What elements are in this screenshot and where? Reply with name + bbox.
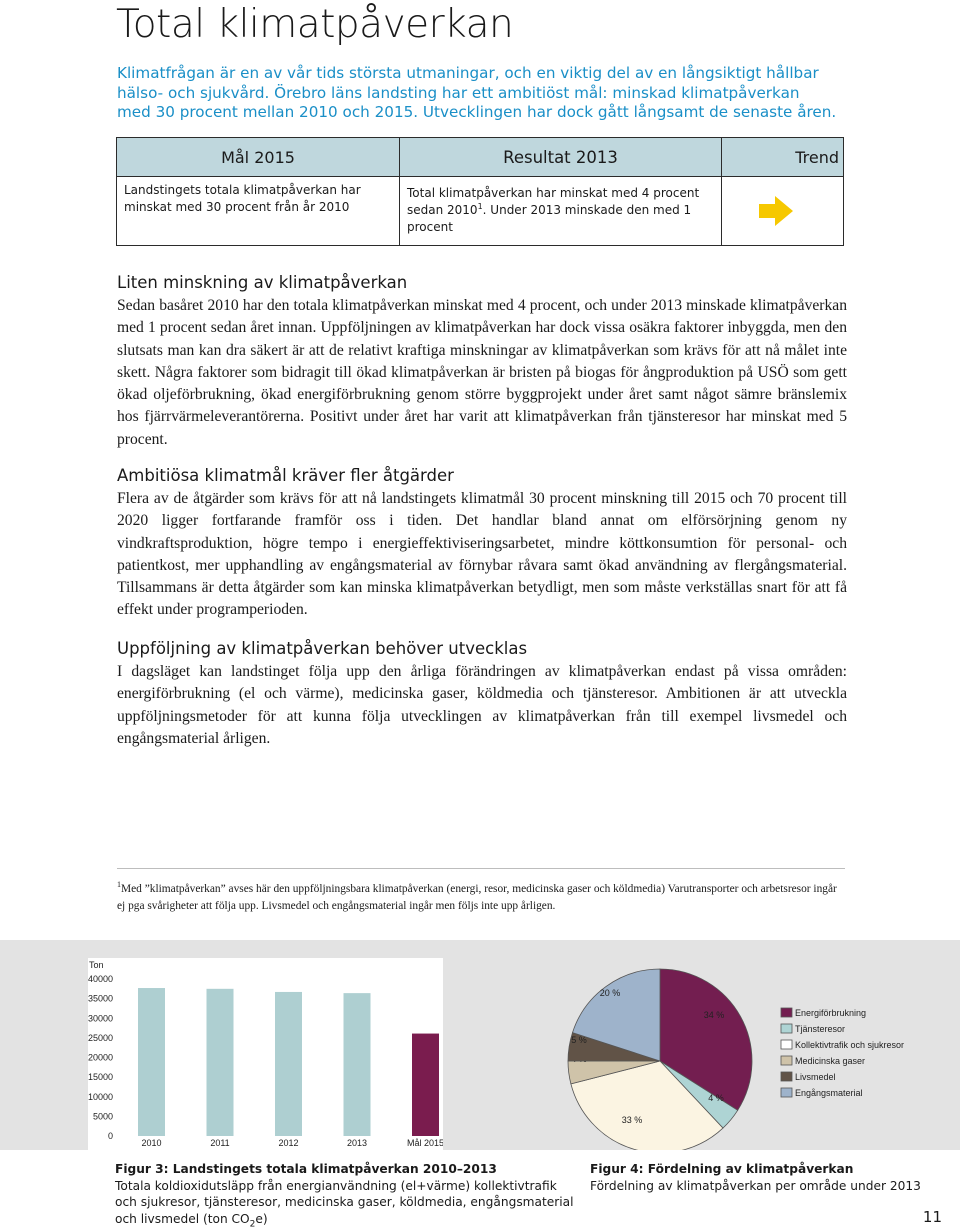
legend-label: Kollektivtrafik och sjukresor bbox=[795, 1040, 904, 1050]
bar bbox=[275, 992, 302, 1136]
bar-chart bbox=[88, 958, 443, 1150]
bar-chart-panel bbox=[88, 958, 443, 1150]
legend-label: Energiförbrukning bbox=[795, 1008, 866, 1018]
section-body-3: I dagsläget kan landstinget följa upp den årliga förändringen av klimatpåverkan endast på vissa områden: energiförbrukning (el och värme), medicinska gaser, köldmedia och tjänsteresor. Ambitionen är att utveckla uppföljningsmetoder för att kunna följa utvecklingen av klimatpåverkan från till exempel livsmedel och engångsmaterial årligen. bbox=[117, 661, 847, 750]
result-text-b: . Under 2013 minskade den med 1 procent bbox=[407, 203, 691, 234]
goal-cell bbox=[117, 176, 400, 245]
page-title: Total klimatpåverkan bbox=[116, 2, 513, 47]
legend-label: Engångsmaterial bbox=[795, 1088, 863, 1098]
x-tick-label: Mål 2015 bbox=[407, 1138, 443, 1148]
fig4-caption bbox=[590, 1161, 930, 1194]
footnote-text: Med ”klimatpåverkan” avses här den uppföljningsbara klimatpåverkan (energi, resor, medicinska gaser och köldmedia) Varutransporter och arbetsresor ingår ej pga svårigheter att följa upp. Livsmedel och engångsmaterial ingår men följs inte upp årligen. bbox=[117, 883, 837, 912]
legend-swatch bbox=[781, 1024, 792, 1033]
y-tick-label: 30000 bbox=[88, 1013, 113, 1023]
x-tick-label: 2012 bbox=[278, 1138, 298, 1148]
result-header: Resultat 2013 bbox=[400, 138, 722, 176]
fig3-caption-end: e) bbox=[255, 1212, 267, 1226]
legend-label: Livsmedel bbox=[795, 1072, 836, 1082]
legend-swatch bbox=[781, 1008, 792, 1017]
x-tick-label: 2010 bbox=[141, 1138, 161, 1148]
section-body-1: Sedan basåret 2010 har den totala klimatpåverkan minskat med 4 procent, och under 2013 minskade klimatpåverkan med 1 procent sedan året innan. Uppföljningen av klimatpåverkan har dock vissa osäkra faktorer inbyggda, men den slutsats man kan dra säkert är att de relativt kraftiga minskningar av klimatpåverkan som krävs för att nå målet inte skett. Några faktorer som bidragit till ökad klimatpåverkan är bristen på biogas för ångproduktion på USÖ som gett ökad oljeförbrukning, ökad energiförbrukning genom större byggprojekt under året samt något sämre bränslemix hos fjärrvärmeleverantörerna. Positivt under året har varit att klimatpåverkan från tjänsteresor har minskat med 5 procent. bbox=[117, 295, 847, 451]
section-heading-1: Liten minskning av klimatpåverkan bbox=[117, 273, 407, 292]
y-tick-label: 5000 bbox=[93, 1111, 113, 1121]
x-tick-label: 2011 bbox=[210, 1138, 229, 1148]
y-tick-label: 0 bbox=[108, 1131, 113, 1141]
footnote bbox=[117, 881, 847, 914]
bar bbox=[207, 989, 234, 1136]
result-footnote-mark: 1 bbox=[478, 202, 483, 211]
pie-chart bbox=[560, 958, 940, 1150]
y-axis-label: Ton bbox=[89, 960, 104, 970]
goal-header: Mål 2015 bbox=[117, 138, 400, 176]
bar bbox=[412, 1034, 439, 1136]
goal-table bbox=[116, 137, 844, 246]
fig3-caption-body bbox=[115, 1178, 575, 1232]
result-cell bbox=[400, 176, 722, 245]
fig4-caption-text: Fördelning av klimatpåverkan per område under 2013 bbox=[590, 1178, 930, 1195]
legend-swatch bbox=[781, 1072, 792, 1081]
footnote-divider bbox=[117, 868, 845, 869]
legend-swatch bbox=[781, 1040, 792, 1049]
fig3-caption bbox=[115, 1161, 575, 1232]
y-tick-label: 35000 bbox=[88, 994, 113, 1004]
pie-chart-panel bbox=[560, 958, 940, 1150]
legend-swatch bbox=[781, 1088, 792, 1097]
goal-text: Landstingets totala klimatpåverkan har minskat med 30 procent från år 2010 bbox=[124, 183, 361, 214]
trend-header: Trend bbox=[722, 138, 843, 176]
pie-slice-label: 33 % bbox=[622, 1115, 643, 1125]
pie-slice-label: 4 % bbox=[708, 1093, 724, 1103]
legend-swatch bbox=[781, 1056, 792, 1065]
result-text-a: Total klimatpåverkan har minskat med 4 procent sedan 2010 bbox=[407, 186, 699, 217]
y-tick-label: 25000 bbox=[88, 1033, 113, 1043]
bar bbox=[344, 993, 371, 1136]
intro-text: Klimatfrågan är en av vår tids största utmaningar, och en viktig del av en långsiktigt hållbar hälso- och sjukvård. Örebro läns landsting har ett ambitiöst mål: minskad klimatpåverkan med 30 procent mellan 2010 och 2015. Utvecklingen har dock gått långsamt de senaste åren. bbox=[117, 64, 837, 123]
right-arrow-icon bbox=[756, 195, 796, 227]
fig4-caption-title: Figur 4: Fördelning av klimatpåverkan bbox=[590, 1161, 930, 1178]
y-tick-label: 40000 bbox=[88, 974, 113, 984]
page-number: 11 bbox=[923, 1208, 942, 1226]
section-heading-2: Ambitiösa klimatmål kräver fler åtgärder bbox=[117, 466, 454, 485]
legend-label: Tjänsteresor bbox=[795, 1024, 845, 1034]
y-tick-label: 15000 bbox=[88, 1072, 113, 1082]
y-tick-label: 10000 bbox=[88, 1092, 113, 1102]
section-body-2: Flera av de åtgärder som krävs för att nå landstingets klimatmål 30 procent minskning till 2015 och 70 procent till 2020 ligger fortfarande framför oss i tiden. Det handlar bland annat om elförsörjning genom ny vindkraftsproduktion, högre tempo i energieffektiviseringsarbetet, mindre köttkonsumtion för personal- och patientkost, mer upphandling av engångsmaterial av förnybar råvara samt ökad användning av flergångsmaterial. Tillsammans är detta åtgärder som kan minska klimatpåverkan betydligt, men som måste verkställas snart för att få effekt under programperioden. bbox=[117, 488, 847, 622]
footnote-mark: 1 bbox=[117, 880, 121, 889]
pie-slice-label: 5 % bbox=[571, 1035, 587, 1045]
y-tick-label: 20000 bbox=[88, 1053, 113, 1063]
fig3-caption-title: Figur 3: Landstingets totala klimatpåverkan 2010–2013 bbox=[115, 1161, 575, 1178]
fig3-caption-text: Totala koldioxidutsläpp från energianvändning (el+värme) kollektivtrafik och sjukresor, tjänsteresor, medicinska gaser, köldmedia, engångsmaterial och livsmedel (ton CO bbox=[115, 1179, 574, 1226]
pie-slice-label: 34 % bbox=[704, 1010, 725, 1020]
bar bbox=[138, 988, 165, 1136]
x-tick-label: 2013 bbox=[347, 1138, 367, 1148]
pie-slice-label: 20 % bbox=[600, 988, 621, 998]
legend-label: Medicinska gaser bbox=[795, 1056, 865, 1066]
fig3-caption-sub: 2 bbox=[250, 1219, 256, 1229]
section-heading-3: Uppföljning av klimatpåverkan behöver utvecklas bbox=[117, 639, 527, 658]
trend-cell bbox=[722, 176, 843, 245]
